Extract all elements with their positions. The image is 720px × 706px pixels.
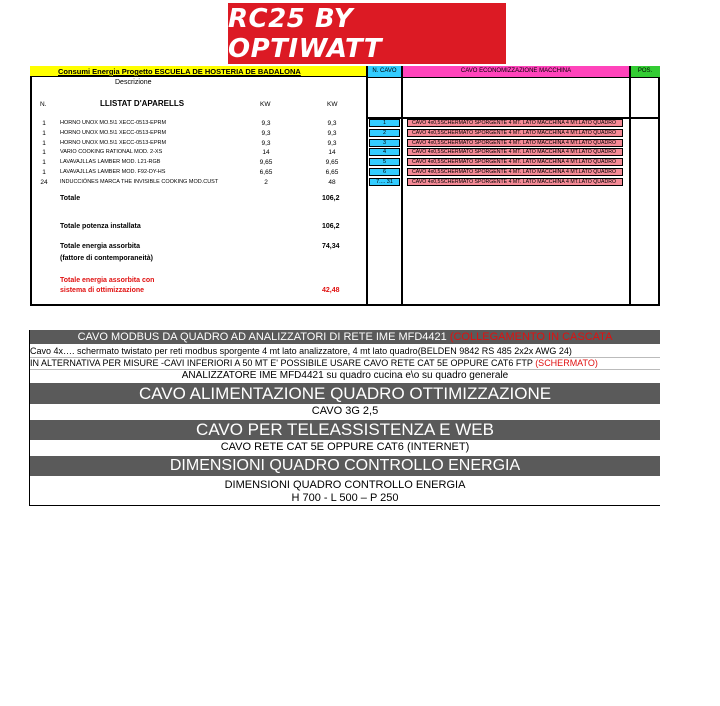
row-description: HORNO UNOX MO.5\1 XECC-0513-EPRM <box>60 139 167 146</box>
tele-value: CAVO RETE CAT 5E OPPURE CAT6 (INTERNET) <box>220 441 470 453</box>
header-pos: POS. <box>630 66 660 78</box>
row-kw-unit: 14 <box>262 149 270 157</box>
row-qty: 1 <box>42 120 46 127</box>
ottim-value: 42,48 <box>322 287 340 294</box>
header-ncavo: N. CAVO <box>367 66 402 78</box>
row-cavo-desc: CAVO 4x0,5SCHERMATO SPORGENTE 4 MT. LATO MACCHINA 4 MT.LATO QUADRO <box>407 158 623 166</box>
modbus-title: CAVO MODBUS DA QUADRO AD ANALIZZATORI DI RETE IME MFD4421 <box>77 331 450 343</box>
row-kw-unit: 2 <box>264 178 268 186</box>
row-description: LAVAVAJLLAS LAMBER MOD. F92-DY-HS <box>60 169 166 175</box>
modbus-line-2-text: IN ALTERNATIVA PER MISURE -CAVI INFERIORI A 50 MT E' POSSIBILE USARE CAVO RETE CAT 5E OPPURE CAT6 FTP <box>30 358 536 368</box>
row-description: HORNO UNOX MO.5\1 XECC-0513-EPRM <box>60 120 167 126</box>
totale-label: Totale <box>60 195 81 202</box>
row-cavo-number: 2 <box>369 129 400 137</box>
row-cavo-number: 1 <box>369 119 400 127</box>
dim-line-1: DIMENSIONI QUADRO CONTROLLO ENERGIA <box>224 479 466 491</box>
potenza-value: 106,2 <box>322 223 340 230</box>
row-kw-total: 48 <box>328 178 336 186</box>
row-kw-total: 14 <box>328 149 336 157</box>
row-qty: 1 <box>42 129 46 137</box>
modbus-line-2-red: (SCHERMATO) <box>535 358 598 368</box>
col-kw2: KW <box>327 101 338 108</box>
row-kw-total: 9,65 <box>325 159 339 167</box>
row-kw-total: 9,3 <box>327 129 337 137</box>
ottim-label-1: Totale energia assorbita con <box>60 277 155 284</box>
row-cavo-number: 6 <box>369 168 400 176</box>
ottim-label-2: sistema di ottimizzazione <box>60 287 145 294</box>
tele-title-bar <box>30 420 660 440</box>
col-list: LLISTAT D'APARELLS <box>100 99 185 108</box>
row-kw-unit: 9,3 <box>261 129 271 137</box>
row-kw-total: 6,65 <box>325 169 339 176</box>
modbus-line-3: ANALIZZATORE IME MFD4421 su quadro cucina e\o su quadro generale <box>181 370 509 381</box>
assorbita-sub: (fattore di contemporaneità) <box>60 255 153 262</box>
row-cavo-desc: CAVO 4x0,5SCHERMATO SPORGENTE 4 MT. LATO MACCHINA 4 MT.LATO QUADRO <box>407 119 623 127</box>
bottom-border <box>30 505 660 506</box>
divider <box>366 66 368 306</box>
row-qty: 1 <box>42 149 46 157</box>
row-kw-unit: 9,3 <box>261 120 271 127</box>
row-qty: 1 <box>42 159 46 167</box>
assorbita-label: Totale energia assorbita <box>60 243 141 250</box>
table-title: Consumi Energia Progetto ESCUELA DE HOSTERIA DE BADALONA <box>30 66 367 77</box>
descrizione-label: Descrizione <box>115 79 152 86</box>
row-description: VARIO COOKING RATIONAL MOD. 2-XS <box>60 149 163 156</box>
row-description: LAVAVAJLLAS LAMBER MOD. L21-RGB <box>60 159 161 166</box>
row-kw-unit: 6,65 <box>259 169 273 176</box>
row-qty: 24 <box>40 178 48 186</box>
modbus-title-bar <box>30 330 660 344</box>
row-cavo-desc: CAVO 4x0,5SCHERMATO SPORGENTE 4 MT. LATO MACCHINA 4 MT.LATO QUADRO <box>407 178 623 186</box>
dim-title-bar <box>30 456 660 476</box>
row-cavo-desc: CAVO 4x0,5SCHERMATO SPORGENTE 4 MT. LATO MACCHINA 4 MT.LATO QUADRO <box>407 129 623 137</box>
dim-title: DIMENSIONI QUADRO CONTROLLO ENERGIA <box>169 457 521 474</box>
row-cavo-number: 7.... 31 <box>369 178 400 186</box>
row-description: INDUCCIÓNES MARCA THE INVISIBLE COOKING MOD.CUST <box>60 178 219 185</box>
brand-title: RC25 BY OPTIWATT <box>228 3 383 64</box>
row-cavo-desc: CAVO 4x0,5SCHERMATO SPORGENTE 4 MT. LATO MACCHINA 4 MT.LATO QUADRO <box>407 139 623 147</box>
row-kw-unit: 9,65 <box>259 159 273 167</box>
alim-title-bar <box>30 383 660 404</box>
tele-title: CAVO PER TELEASSISTENZA E WEB <box>196 420 494 439</box>
totale-value: 106,2 <box>322 195 340 202</box>
row-qty: 1 <box>42 139 46 147</box>
dim-line-2: H 700 - L 500 – P 250 <box>291 492 399 504</box>
row-cavo-number: 4 <box>369 148 400 156</box>
alim-title: CAVO ALIMENTAZIONE QUADRO OTTIMIZZAZIONE <box>138 384 552 403</box>
row-cavo-number: 3 <box>369 139 400 147</box>
row-cavo-desc: CAVO 4x0,5SCHERMATO SPORGENTE 4 MT. LATO MACCHINA 4 MT.LATO QUADRO <box>407 148 623 156</box>
potenza-label: Totale potenza installata <box>60 223 141 230</box>
alim-value: CAVO 3G 2,5 <box>311 405 379 417</box>
row-cavo-number: 5 <box>369 158 400 166</box>
row-kw-unit: 9,3 <box>261 139 271 147</box>
col-kw1: KW <box>260 101 271 108</box>
assorbita-value: 74,34 <box>322 243 340 250</box>
row-description: HORNO UNOX MO.5\1 XECC-0513-EPRM <box>60 129 167 136</box>
header-cavo: CAVO ECONOMIZZAZIONE MACCHINA <box>402 66 630 78</box>
col-n: N. <box>40 101 47 108</box>
modbus-line-2 <box>30 358 660 368</box>
row-kw-total: 9,3 <box>327 139 337 147</box>
modbus-line-1: Cavo 4x…. schermato twistato per reti modbus sporgente 4 mt lato analizzatore, 4 mt lato quadro(BELDEN 9842 RS 485 2x2x AWG 24) <box>30 346 572 356</box>
row-qty: 1 <box>42 169 46 176</box>
modbus-title-red: (COLLEGAMENTO IN CASCATA <box>449 331 613 343</box>
divider <box>401 66 403 306</box>
row-kw-total: 9,3 <box>327 120 337 127</box>
brand-banner <box>228 3 506 64</box>
divider <box>629 66 631 306</box>
row-cavo-desc: CAVO 4x0,5SCHERMATO SPORGENTE 4 MT. LATO MACCHINA 4 MT.LATO QUADRO <box>407 168 623 176</box>
